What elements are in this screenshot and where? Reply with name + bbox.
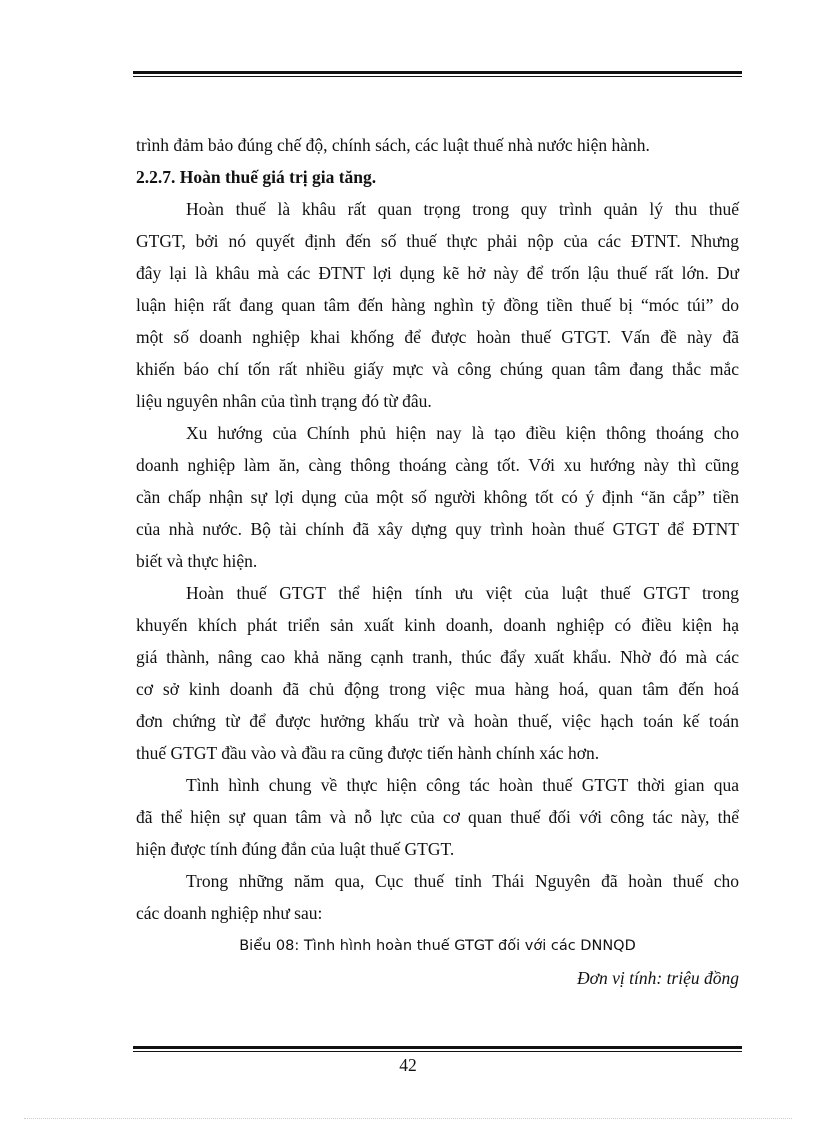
body-line: liệu nguyên nhân của tình trạng đó từ đâu. bbox=[136, 391, 432, 411]
body-line: biết và thực hiện. bbox=[136, 551, 258, 571]
body-line: Hoàn thuế là khâu rất quan trọng trong quy trình quản lý thu thuế bbox=[186, 199, 739, 219]
page-number: 42 bbox=[399, 1055, 417, 1075]
body-line: trình đảm bảo đúng chế độ, chính sách, các luật thuế nhà nước hiện hành. bbox=[136, 135, 650, 155]
body-line: các doanh nghiệp như sau: bbox=[136, 903, 323, 923]
body-line: Tình hình chung về thực hiện công tác hoàn thuế GTGT thời gian qua bbox=[186, 775, 739, 795]
body-line: cần chấp nhận sự lợi dụng của một số người không tốt có ý định “ăn cắp” tiền bbox=[136, 487, 739, 507]
body-line: GTGT, bởi nó quyết định đến số thuế thực phải nộp của các ĐTNT. Nhưng bbox=[136, 231, 739, 251]
section-heading: 2.2.7. Hoàn thuế giá trị gia tăng. bbox=[136, 167, 377, 187]
body-line: Hoàn thuế GTGT thể hiện tính ưu việt của luật thuế GTGT trong bbox=[186, 583, 739, 603]
body-line: Xu hướng của Chính phủ hiện nay là tạo điều kiện thông thoáng cho bbox=[186, 423, 739, 443]
body-line: luận hiện rất đang quan tâm đến hàng nghìn tỷ đồng tiền thuế bị “móc túi” do bbox=[136, 295, 739, 315]
body-line: hiện được tính đúng đắn của luật thuế GTGT. bbox=[136, 839, 455, 859]
table-caption: Biểu 08: Tình hình hoàn thuế GTGT đối với các DNNQD bbox=[239, 938, 636, 954]
body-line: khiến báo chí tốn rất nhiều giấy mực và công chúng quan tâm đang thắc mắc bbox=[136, 359, 739, 379]
page-edge-divider bbox=[24, 1118, 792, 1119]
body-line: doanh nghiệp làm ăn, càng thông thoáng càng tốt. Với xu hướng này thì cũng bbox=[136, 455, 739, 475]
body-line: thuế GTGT đầu vào và đầu ra cũng được tiến hành chính xác hơn. bbox=[136, 743, 600, 763]
header-rule bbox=[133, 71, 742, 77]
body-line: đây lại là khâu mà các ĐTNT lợi dụng kẽ hở này để trốn lậu thuế rất lớn. Dư bbox=[136, 263, 739, 283]
body-line: Trong những năm qua, Cục thuế tỉnh Thái Nguyên đã hoàn thuế cho bbox=[186, 871, 739, 891]
body-line: khuyến khích phát triển sản xuất kinh doanh, doanh nghiệp có điều kiện hạ bbox=[136, 615, 739, 635]
footer-rule bbox=[133, 1046, 742, 1052]
body-line: giá thành, nâng cao khả năng cạnh tranh, thúc đẩy xuất khẩu. Nhờ đó mà các bbox=[136, 647, 739, 667]
document-body bbox=[136, 129, 739, 929]
body-line: đã thể hiện sự quan tâm và nỗ lực của cơ quan thuế đối với công tác này, thể bbox=[136, 807, 739, 827]
body-line: đơn chứng từ để được hưởng khấu trừ và hoàn thuế, việc hạch toán kế toán bbox=[136, 711, 739, 731]
unit-note: Đơn vị tính: triệu đồng bbox=[577, 968, 739, 988]
body-line: cơ sở kinh doanh đã chủ động trong việc mua hàng hoá, quan tâm đến hoá bbox=[136, 679, 739, 699]
body-line: của nhà nước. Bộ tài chính đã xây dựng quy trình hoàn thuế GTGT để ĐTNT bbox=[136, 519, 739, 539]
body-line: một số doanh nghiệp khai khống để được hoàn thuế GTGT. Vấn đề này đã bbox=[136, 327, 739, 347]
